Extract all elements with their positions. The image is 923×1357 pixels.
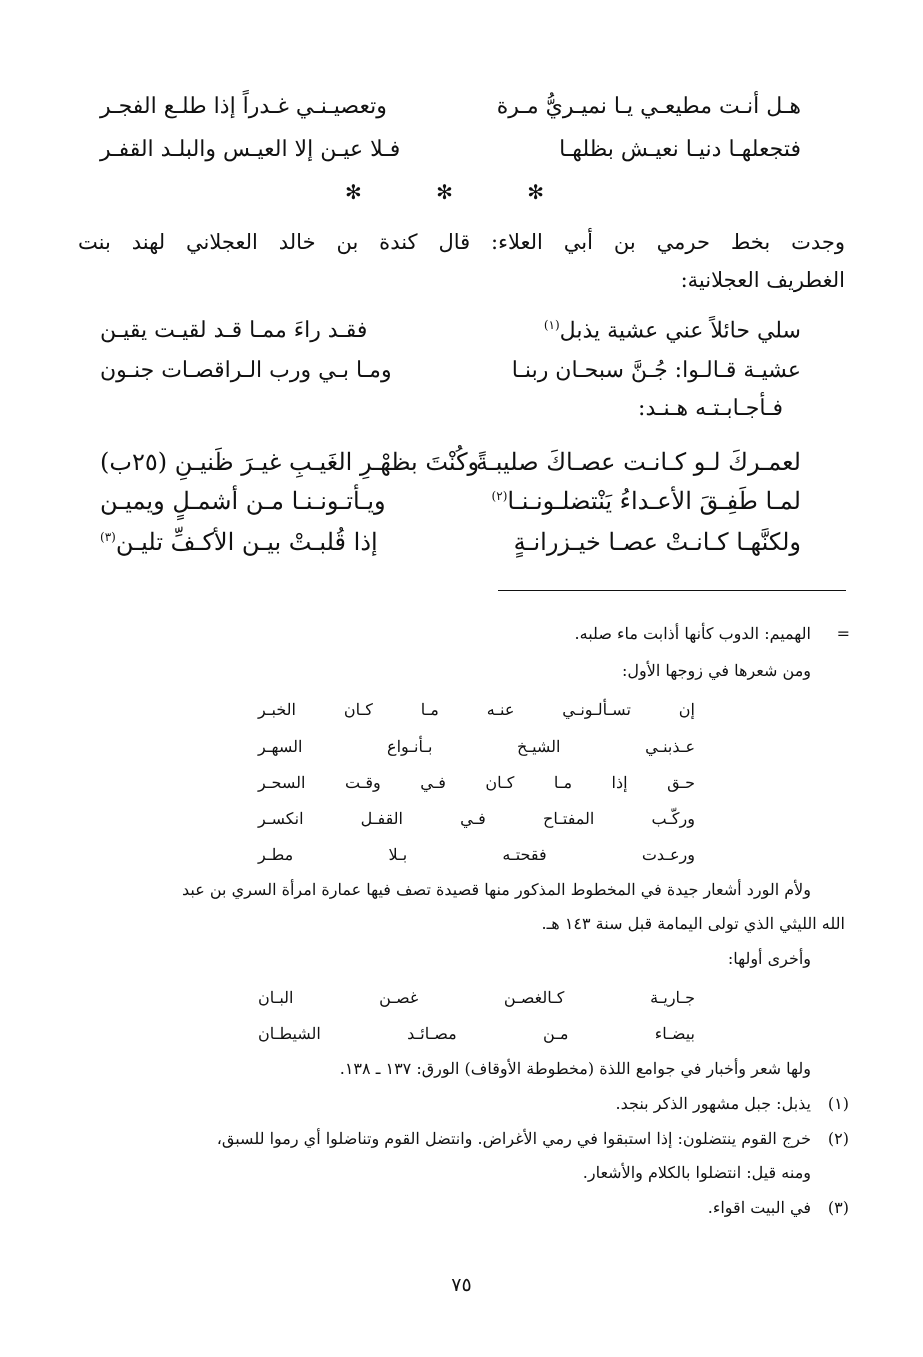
footnote-ref-2: (٢) xyxy=(491,489,508,503)
footnote-other-intro: وأخرى أولها: xyxy=(727,949,811,968)
poem3-line3-second-hemistich xyxy=(100,528,378,556)
footnote-2-text-line-1: خرج القوم ينتضلون: إذا استبقوا في رمي الأغراض. وانتضل القوم وتناضلوا أي رموا للسبق، xyxy=(216,1129,811,1148)
footnote-poem2-line-1: جـاريـة كـالغصـن غصـن البـان xyxy=(258,988,695,1007)
footnote-hamim: الهميم: الدوب كأنها أذابت ماء صلبه. xyxy=(574,624,811,643)
intro-line-1: وجدت بخط حرمي بن أبي العلاء: قال كندة بن خالد العجلاني لهند بنت xyxy=(78,230,845,254)
footnote-separator-rule xyxy=(498,590,846,591)
footnote-continuation-mark: = xyxy=(836,624,850,643)
footnote-1-text: يذبل: جبل مشهور الذكر بنجد. xyxy=(615,1094,811,1113)
footnote-poem-intro: ومن شعرها في زوجها الأول: xyxy=(622,661,811,680)
footnote-3-number: (٣) xyxy=(827,1198,849,1217)
footnote-poem-line-3: حـق إذا مـا كـان فـي وقـت السحـر xyxy=(258,773,695,792)
reply-heading: فـأجـابـتـه هـنـد: xyxy=(638,396,783,421)
poem2-line2-first-hemistich: عشيـة قـالـوا: جُـنَّ سبحـان ربنـا xyxy=(511,358,801,383)
poem3-line2-first-hemistich xyxy=(492,487,801,515)
poem1-line2-first-hemistich: فتجعلهـا دنيـا نعيـش بظلهـا xyxy=(559,137,801,162)
poem2-line2-second-hemistich: ومـا بـي ورب الـراقصـات جنـون xyxy=(100,358,392,383)
footnote-poem-line-5: ورعـدت فقحتـه بـلا مطـر xyxy=(258,845,695,864)
poem2-line1-second-hemistich: فقـد راءَ ممـا قـد لقيـت يقيـن xyxy=(100,318,368,343)
footnote-source: ولها شعر وأخبار في جوامع اللذة (مخطوطة الأوقاف) الورق: ١٣٧ ـ ١٣٨. xyxy=(339,1059,811,1078)
footnote-poem-line-1: إن تسـألـونـي عنـه مـا كـان الخبـر xyxy=(258,700,695,719)
poem3-line2-text: لمـا طَفِـقَ الأعـداءُ يَنْتضلـونـنـا xyxy=(507,487,801,515)
footnote-ref-3: (٣) xyxy=(100,530,116,544)
poem3-line3-text: إذا قُلبـتْ بيـن الأكـفِّ تليـن xyxy=(115,528,378,556)
footnote-poem-line-2: عـذبنـي الشيـخ بـأنـواع السهـر xyxy=(258,737,695,756)
section-separator-stars: ✻ ✻ ✻ xyxy=(345,180,578,204)
poem3-line3-first-hemistich: ولكنَّهـا كـانـتْ عصـا خيـزرانـةٍ xyxy=(513,528,801,556)
footnote-2-text-line-2: ومنه قيل: انتضلوا بالكلام والأشعار. xyxy=(582,1163,811,1182)
poem2-line1-first-hemistich xyxy=(544,318,801,343)
poem1-line2-second-hemistich: فـلا عيـن إلا العيـس والبلـد القفـر xyxy=(100,137,401,162)
footnote-paragraph-line-1: ولأم الورد أشعار جيدة في المخطوط المذكور منها قصيدة تصف فيها عمارة امرأة السري بن عبد xyxy=(181,880,811,899)
footnote-2-number: (٢) xyxy=(827,1129,849,1148)
footnote-poem2-line-2: بيضـاء مـن مصـائـد الشيطـان xyxy=(258,1024,695,1043)
footnote-1-number: (١) xyxy=(827,1094,849,1113)
footnote-ref-1: (١) xyxy=(543,318,560,332)
footnote-paragraph-line-2: الله الليثي الذي تولى اليمامة قبل سنة ١٤٣ هـ. xyxy=(541,914,845,933)
poem1-line1-first-hemistich: هـل أنـت مطيعـي يـا نميـريُّ مـرة xyxy=(496,94,801,119)
poem3-line1-first-hemistich: لعمـركَ لـو كـانـت عصـاكَ صليبـةً xyxy=(475,448,801,476)
intro-line-2: الغطريف العجلانية: xyxy=(680,268,845,292)
footnote-3-text: في البيت اقواء. xyxy=(707,1198,811,1217)
poem3-line2-second-hemistich: ويـأتـونـنـا مـن أشمـلٍ ويميـن xyxy=(100,487,386,515)
footnote-poem-line-4: وركّـب المفتـاح فـي القفـل انكسـر xyxy=(258,809,695,828)
poem3-line1-second-hemistich: وكُنْتَ بظهْـرِ الغَيـبِ غيـرَ ظَنيـنِ (٢٥ب) xyxy=(100,448,480,476)
poem2-line1-text: سلي حائلاً عني عشية يذبل xyxy=(559,318,801,344)
page-number: ٧٥ xyxy=(451,1274,472,1296)
poem1-line1-second-hemistich: وتعصيـنـي غـدراً إذا طلـع الفجـر xyxy=(100,94,387,119)
